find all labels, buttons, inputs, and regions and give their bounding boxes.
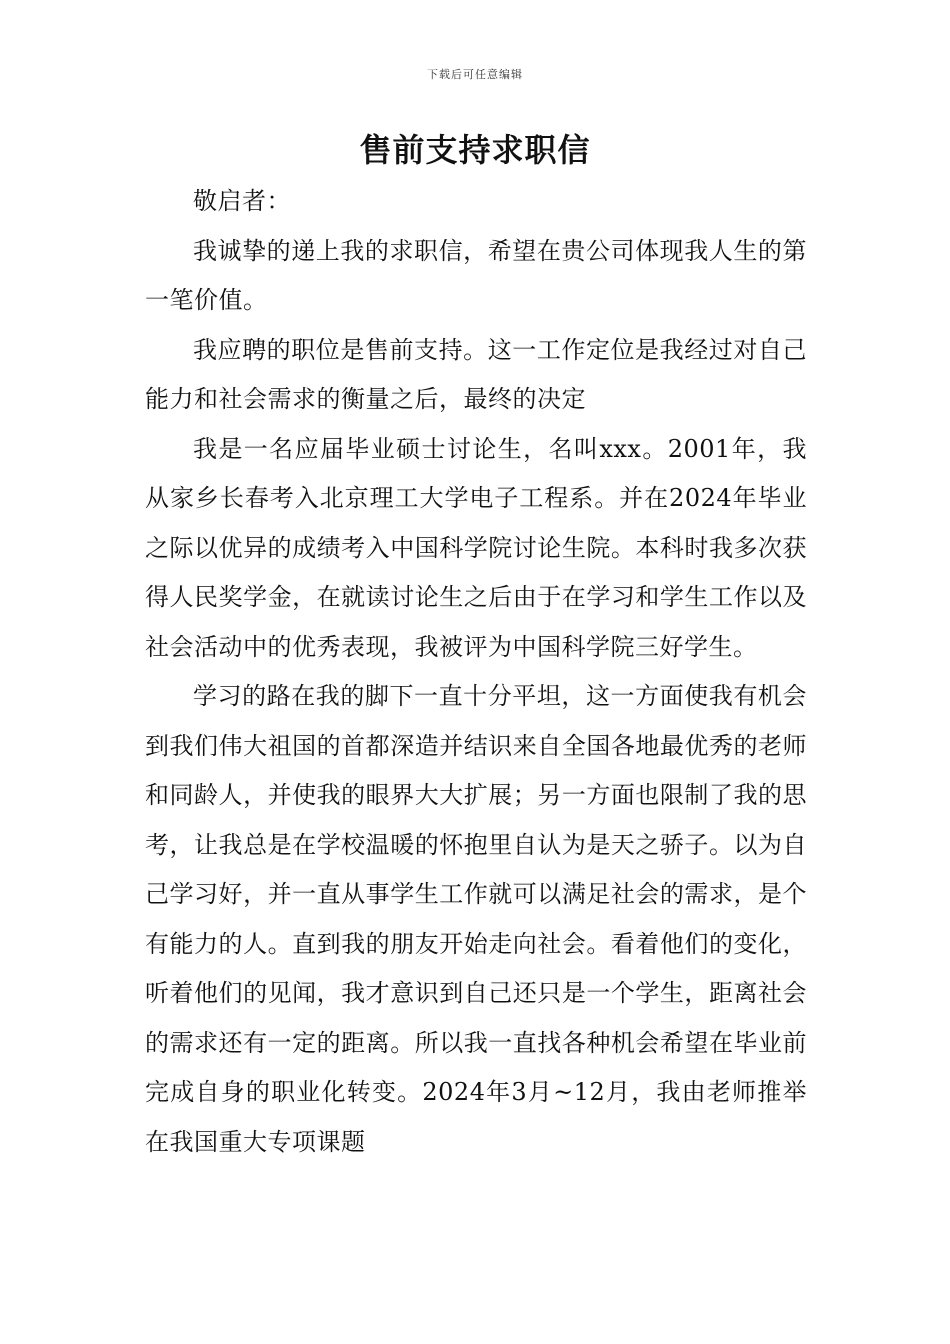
paragraph-4: 学习的路在我的脚下一直十分平坦，这一方面使我有机会到我们伟大祖国的首都深造并结识来自全国各地最优秀的老师和同龄人，并使我的眼界大大扩展；另一方面也限制了我的思考，让我总是在学校温暖的怀抱里自认为是天之骄子。以为自己学习好，并一直从事学生工作就可以满足社会的需求，是个有能力的人。直到我的朋友开始走向社会。看着他们的变化，听着他们的见闻，我才意识到自己还只是一个学生，距离社会的需求还有一定的距离。所以我一直找各种机会希望在毕业前完成自身的职业化转变。2024年3月~12月，我由老师推举在我国重大专项课题 <box>145 682 807 1156</box>
letter-body <box>145 177 807 1167</box>
header-note: 下载后可任意编辑 <box>427 68 523 81</box>
paragraph-1: 我诚挚的递上我的求职信，希望在贵公司体现我人生的第一笔价值。 <box>145 236 807 314</box>
document-title: 售前支持求职信 <box>359 131 591 169</box>
salutation: 敬启者： <box>193 187 291 215</box>
paragraph-2: 我应聘的职位是售前支持。这一工作定位是我经过对自己能力和社会需求的衡量之后，最终的决定 <box>145 335 807 413</box>
paragraph-3: 我是一名应届毕业硕士讨论生，名叫xxx。2001年，我从家乡长春考入北京理工大学电子工程系。并在2024年毕业之际以优异的成绩考入中国科学院讨论生院。本科时我多次获得人民奖学金，在就读讨论生之后由于在学习和学生工作以及社会活动中的优秀表现，我被评为中国科学院三好学生。 <box>145 434 807 661</box>
